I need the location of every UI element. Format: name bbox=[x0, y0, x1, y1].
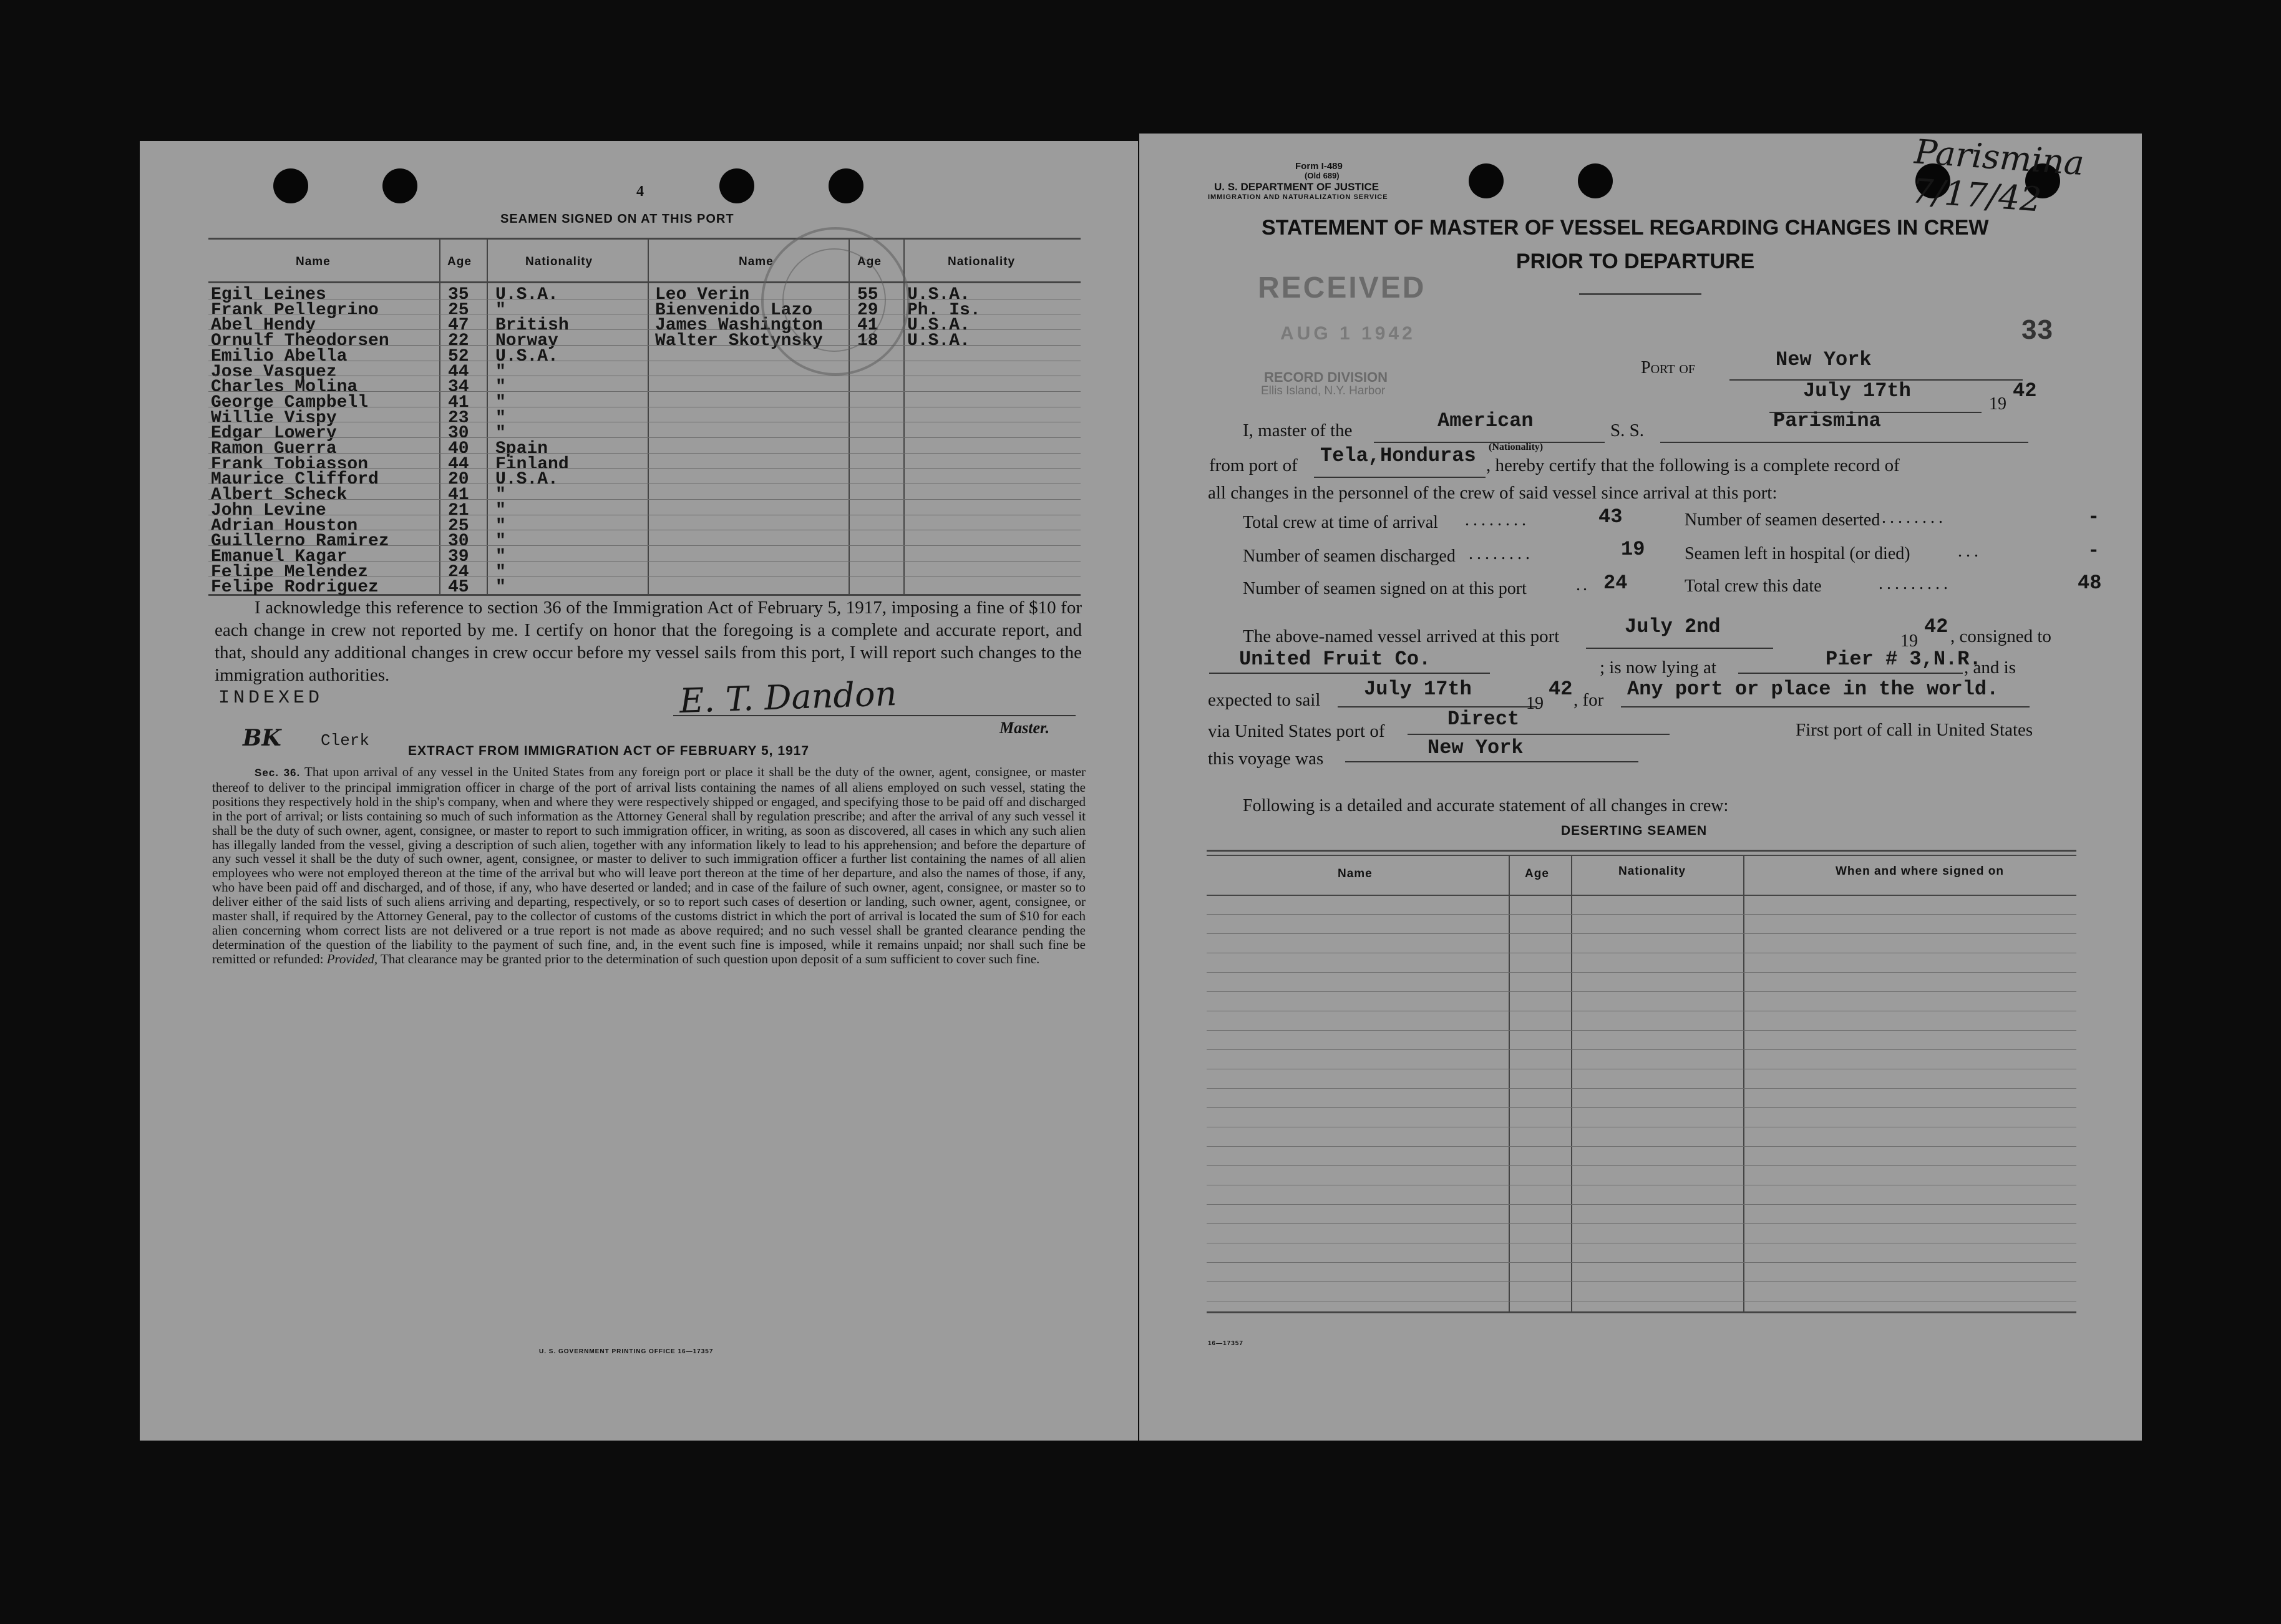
crew-age: 34 bbox=[448, 377, 469, 397]
master-label: Master. bbox=[999, 719, 1050, 737]
crew-nationality: " bbox=[495, 547, 506, 566]
row-rule bbox=[208, 499, 1081, 500]
port-value: New York bbox=[1776, 348, 1872, 371]
arrived-year: 42 bbox=[1924, 615, 1948, 638]
stat-deserted-label: Number of seamen deserted bbox=[1685, 510, 1880, 530]
crew-age: 40 bbox=[448, 439, 469, 459]
immigration-stamp bbox=[761, 227, 910, 376]
stat-total-arrival: 43 bbox=[1598, 505, 1623, 528]
crew-age: 20 bbox=[448, 470, 469, 490]
crew-name: Bienvenido Lazo bbox=[655, 300, 813, 320]
row-rule bbox=[208, 468, 1081, 469]
deserting-row bbox=[1207, 1146, 2076, 1147]
from-port-value: Tela,Honduras bbox=[1320, 444, 1476, 467]
crew-nationality: U.S.A. bbox=[495, 470, 558, 490]
form-title-line1: STATEMENT OF MASTER OF VESSEL REGARDING CHANGES IN CREW bbox=[1262, 216, 1989, 240]
master-of-label: I, master of the bbox=[1243, 421, 1353, 440]
service: IMMIGRATION AND NATURALIZATION SERVICE bbox=[1208, 193, 1388, 201]
crew-nationality: " bbox=[495, 424, 506, 444]
crew-age: 25 bbox=[448, 300, 469, 320]
deserting-row bbox=[1207, 1223, 2076, 1224]
crew-name: Ramon Guerra bbox=[211, 439, 337, 459]
crew-name: Egil Leines bbox=[211, 285, 326, 304]
crew-age: 23 bbox=[448, 408, 469, 428]
row-rule bbox=[208, 437, 1081, 438]
for-label: , for bbox=[1573, 690, 1604, 710]
crew-age: 30 bbox=[448, 532, 469, 552]
crew-name: Charles Molina bbox=[211, 377, 358, 397]
crew-nationality: U.S.A. bbox=[495, 285, 558, 304]
crew-name: Felipe Melendez bbox=[211, 562, 369, 582]
and-is-label: , and is bbox=[1964, 658, 2016, 678]
certify-text: , hereby certify that the following is a complete record of bbox=[1486, 455, 1900, 475]
deserting-row bbox=[1207, 933, 2076, 934]
crew-age: 47 bbox=[448, 316, 469, 336]
header-name: Name bbox=[296, 255, 331, 268]
stat-signed-on-label: Number of seamen signed on at this port bbox=[1243, 579, 1527, 598]
crew-age: 44 bbox=[448, 362, 469, 382]
crew-name: Willie Vispy bbox=[211, 408, 337, 428]
record-location: Ellis Island, N.Y. Harbor bbox=[1261, 384, 1386, 397]
consignee: United Fruit Co. bbox=[1239, 648, 1431, 671]
crew-age: 35 bbox=[448, 285, 469, 304]
first-port-label: First port of call in United States bbox=[1796, 720, 2033, 740]
vessel-name: Parismina bbox=[1773, 409, 1881, 432]
received-stamp: RECEIVED bbox=[1258, 271, 1426, 304]
crew-age: 41 bbox=[857, 316, 878, 336]
deserting-row bbox=[1207, 1107, 2076, 1108]
crew-nationality: " bbox=[495, 500, 506, 520]
deserting-header-nationality: Nationality bbox=[1618, 865, 1686, 878]
crew-name: Leo Verin bbox=[655, 285, 750, 304]
via-label: via United States port of bbox=[1208, 721, 1385, 741]
record-division: RECORD DIVISION bbox=[1264, 369, 1388, 385]
crew-age: 41 bbox=[448, 485, 469, 505]
date-value: July 17th bbox=[1803, 379, 1911, 402]
deserting-row bbox=[1207, 1165, 2076, 1166]
punch-hole bbox=[382, 168, 417, 203]
deserting-title: DESERTING SEAMEN bbox=[1561, 824, 1708, 838]
deserting-row bbox=[1207, 972, 2076, 973]
crew-name: Frank Tobiasson bbox=[211, 454, 369, 474]
form-title-line2: PRIOR TO DEPARTURE bbox=[1516, 250, 1755, 273]
header-nationality-2: Nationality bbox=[948, 255, 1016, 268]
section-title: SEAMEN SIGNED ON AT THIS PORT bbox=[500, 212, 734, 226]
deserting-header-name: Name bbox=[1338, 867, 1373, 880]
deserting-row bbox=[1207, 1262, 2076, 1263]
master-signature: E. T. Dandon bbox=[679, 673, 898, 721]
row-rule bbox=[208, 391, 1081, 392]
crew-name: Adrian Houston bbox=[211, 516, 358, 536]
crew-nationality: " bbox=[495, 377, 506, 397]
deserting-row bbox=[1207, 914, 2076, 915]
extract-text bbox=[212, 765, 1086, 966]
year-value: 42 bbox=[2013, 379, 2037, 402]
header-age-2: Age bbox=[857, 255, 882, 268]
header-name-2: Name bbox=[739, 255, 774, 268]
crew-name: Guillerno Ramirez bbox=[211, 532, 389, 552]
form-number: Form I-489 bbox=[1295, 161, 1343, 172]
crew-nationality: " bbox=[495, 485, 506, 505]
deserting-row bbox=[1207, 1030, 2076, 1031]
punch-hole bbox=[719, 168, 754, 203]
arrived-label: The above-named vessel arrived at this port bbox=[1243, 626, 1560, 646]
stat-deserted: - bbox=[2088, 505, 2100, 528]
port-label: Port of bbox=[1641, 358, 1695, 377]
sail-year-prefix: 19 bbox=[1526, 694, 1544, 713]
crew-nationality: " bbox=[495, 578, 506, 598]
deserting-header-when-where: When and where signed on bbox=[1836, 865, 2004, 878]
deserting-row bbox=[1207, 1281, 2076, 1282]
lying-label: ; is now lying at bbox=[1600, 658, 1716, 678]
crew-name: Abel Hendy bbox=[211, 316, 316, 336]
via-value: Direct bbox=[1447, 707, 1520, 731]
sail-date: July 17th bbox=[1364, 678, 1472, 701]
stat-discharged-label: Number of seamen discharged bbox=[1243, 547, 1456, 566]
crew-name: Maurice Clifford bbox=[211, 470, 379, 490]
crew-age: 25 bbox=[448, 516, 469, 536]
nationality-caption: (Nationality) bbox=[1489, 442, 1544, 452]
clerk-initials: BK bbox=[243, 725, 281, 751]
crew-nationality: " bbox=[495, 392, 506, 412]
sheet-number: 33 bbox=[2021, 314, 2053, 345]
crew-nationality: " bbox=[495, 362, 506, 382]
left-page bbox=[140, 141, 1138, 1441]
clerk-label: Clerk bbox=[321, 731, 370, 750]
indexed-stamp: INDEXED bbox=[218, 688, 324, 709]
crew-age: 44 bbox=[448, 454, 469, 474]
crew-name: John Levine bbox=[211, 500, 326, 520]
stat-discharged: 19 bbox=[1621, 538, 1645, 561]
crew-nationality: Ph. Is. bbox=[907, 300, 981, 320]
printing-office: U. S. GOVERNMENT PRINTING OFFICE 16—17357 bbox=[539, 1348, 714, 1355]
punch-hole bbox=[273, 168, 308, 203]
crew-name: Albert Scheck bbox=[211, 485, 348, 505]
voyage-value: New York bbox=[1427, 736, 1524, 759]
extract-provided: Provided, bbox=[326, 951, 378, 966]
crew-name: Felipe Rodriguez bbox=[211, 578, 379, 598]
crew-nationality: Norway bbox=[495, 331, 558, 351]
stat-hospital-label: Seamen left in hospital (or died) bbox=[1685, 544, 1910, 563]
deserting-row bbox=[1207, 1049, 2076, 1050]
ss-label: S. S. bbox=[1610, 421, 1645, 440]
row-rule bbox=[208, 545, 1081, 546]
crew-nationality: Finland bbox=[495, 454, 569, 474]
crew-name: Jose Vasquez bbox=[211, 362, 337, 382]
crew-name: Edgar Lowery bbox=[211, 424, 337, 444]
right-page: Form I-489 (Old 689) U. S. DEPARTMENT OF JUSTICE IMMIGRATION AND NATURALIZATION SERVICE STATEMENT OF MASTER OF VESSEL REGARDING CHANGES IN CREW PRIOR TO DEPARTURE Parismina 7/17/42 RECEIVED AUG 1 1942 RECORD DIVISION Ellis Island, N.Y. Harbor 33 Port of New York July 17th 19 42 I, master of the American S. S. Parismina (Nationality) from port of Tela,Honduras , hereby certify that the following is a complete record of all changes in the personnel of the crew of said vessel since arrival at this port: Total crew at time of arrival ........ 43 Number of seamen discharged ........ 19 Number of seamen signed on at this port .. 24 Number of seamen deserted ........ - Seamen left in hospital (or died) ... - Total crew this date ......... 48 The above-named vessel arrived at this port July 2nd 19 42 , consigned to United Fruit Co. ; is now lying at Pier # 3,N.R. , and is expected to sail July 17th 19 42 , for Any port or place in the world. via United States port of Direct First port of call in United States this voyage was New York Following is a detailed and accurate statement of all changes in crew: DESERTING SEAMEN Name Age Nationality When and where signed on 16—17357 bbox=[1139, 134, 2142, 1441]
extract-text-2: That clearance may be granted prior to the determination of such question upon deposit of a sum sufficient to cover such fine. bbox=[377, 951, 1040, 966]
crew-nationality: " bbox=[495, 562, 506, 582]
crew-age: 45 bbox=[448, 578, 469, 598]
expected-label: expected to sail bbox=[1208, 690, 1321, 710]
crew-age: 29 bbox=[857, 300, 878, 320]
crew-age: 24 bbox=[448, 562, 469, 582]
crew-nationality: U.S.A. bbox=[907, 285, 970, 304]
header-nationality: Nationality bbox=[525, 255, 593, 268]
following-text: Following is a detailed and accurate statement of all changes in crew: bbox=[1243, 796, 1729, 815]
crew-age: 39 bbox=[448, 547, 469, 566]
crew-nationality: British bbox=[495, 316, 569, 336]
handwritten-note: Parismina 7/17/42 bbox=[1910, 132, 2086, 220]
crew-age: 22 bbox=[448, 331, 469, 351]
page-number: 4 bbox=[636, 183, 644, 200]
stat-hospital: - bbox=[2088, 539, 2100, 562]
punch-hole bbox=[1469, 163, 1504, 198]
crew-nationality: Spain bbox=[495, 439, 548, 459]
voyage-label: this voyage was bbox=[1208, 749, 1324, 769]
crew-nationality: U.S.A. bbox=[907, 331, 970, 351]
extract-title: EXTRACT FROM IMMIGRATION ACT OF FEBRUARY 5, 1917 bbox=[408, 744, 810, 758]
received-date: AUG 1 1942 bbox=[1280, 323, 1416, 344]
crew-name: Emanuel Kagar bbox=[211, 547, 348, 566]
arrived-year-prefix: 19 bbox=[1900, 631, 1918, 651]
row-rule bbox=[208, 561, 1081, 562]
crew-name: Emilio Abella bbox=[211, 346, 348, 366]
crew-age: 41 bbox=[448, 392, 469, 412]
deserting-header-age: Age bbox=[1525, 867, 1549, 880]
stat-signed-on: 24 bbox=[1603, 571, 1628, 595]
printing-code: 16—17357 bbox=[1208, 1340, 1243, 1347]
deserting-row bbox=[1207, 1204, 2076, 1205]
crew-nationality: " bbox=[495, 516, 506, 536]
year-prefix: 19 bbox=[1989, 394, 2006, 414]
destination: Any port or place in the world. bbox=[1627, 678, 1999, 701]
deserting-row bbox=[1207, 1088, 2076, 1089]
punch-hole bbox=[1578, 163, 1613, 198]
row-rule bbox=[208, 453, 1081, 454]
consigned-label: , consigned to bbox=[1950, 626, 2051, 646]
extract-text-1: That upon arrival of any vessel in the United States from any foreign port or place it shall be the duty of the owner, agent, consignee, or master thereof to deliver to the principal immigration officer in charge of the port of arrival lists containing the names of all aliens employed on such vessel, stating the positions they respectively hold in the ship's company, when and where they were respectively shipped or engaged, and specifying those to be paid off and discharged in the port of arrival; or lists containing so much of such information as the Attorney General shall by regulation prescribe; and after the arrival of any such vessel it shall be the duty of such owner, agent, consignee, or master to report to such immigration officer, in writing, as soon as discovered, all cases in which any such alien has illegally landed from the vessel, giving a description of such alien, together with any information likely to lead to his apprehension; and before the departure of any such vessel it shall be the duty of such owner, agent, consignee, or master to deliver to such immigration officer a further list containing the names of all alien employees who were not employed thereon at the time of the arrival but who will leave port thereon at the time of her departure, and also the names of those, if any, who have been paid off and discharged, and of those, if any, who have deserted or landed; and in case of the failure of such owner, agent, consignee, or master so to deliver either of the said lists of such aliens arriving and departing, respectively, or so to report such cases of desertion or landing, such owner, agent, consignee, or master shall, if required by the Attorney General, pay to the collector of customs of the customs district in which the port of arrival is located the sum of $10 for each alien concerning whom correct lists are not delivered or a true report is not made as above required; and no such vessel shall be granted clearance pending the determination of the question of the liability to the payment of such fine, and, in the event such fine is imposed, while it remains unpaid; nor shall such fine be remitted or refunded: bbox=[212, 764, 1086, 966]
crew-age: 52 bbox=[448, 346, 469, 366]
crew-age: 30 bbox=[448, 424, 469, 444]
crew-age: 55 bbox=[857, 285, 878, 304]
crew-nationality: U.S.A. bbox=[907, 316, 970, 336]
crew-nationality: U.S.A. bbox=[495, 346, 558, 366]
department: U. S. DEPARTMENT OF JUSTICE bbox=[1214, 181, 1379, 193]
arrived-date: July 2nd bbox=[1625, 615, 1721, 638]
stat-total-date: 48 bbox=[2078, 571, 2102, 595]
crew-name: Frank Pellegrino bbox=[211, 300, 379, 320]
header-age: Age bbox=[447, 255, 472, 268]
crew-nationality: " bbox=[495, 532, 506, 552]
crew-name: James Washington bbox=[655, 316, 823, 336]
nationality-value: American bbox=[1437, 409, 1534, 432]
from-port-label: from port of bbox=[1209, 455, 1298, 475]
crew-age: 18 bbox=[857, 331, 878, 351]
crew-age: 21 bbox=[448, 500, 469, 520]
crew-name: Walter Skotynsky bbox=[655, 331, 823, 351]
form-old: (Old 689) bbox=[1305, 171, 1340, 180]
acknowledgement-text: I acknowledge this reference to section 36 of the Immigration Act of February 5, 1917, imposing a fine of $10 for each change in crew not reported by me. I certify on honor that the foregoing is a complete and accurate report, and that, should any additional changes in crew occur before my vessel sails from this port, I will report such changes to the immigration authorities. bbox=[215, 598, 1082, 685]
stat-total-arrival-label: Total crew at time of arrival bbox=[1243, 513, 1438, 532]
punch-hole bbox=[829, 168, 863, 203]
lying-at: Pier # 3,N.R. bbox=[1826, 648, 1982, 671]
deserting-row bbox=[1207, 991, 2076, 992]
stat-total-date-label: Total crew this date bbox=[1685, 576, 1822, 596]
sail-year: 42 bbox=[1549, 678, 1573, 701]
all-changes-text: all changes in the personnel of the crew of said vessel since arrival at this port: bbox=[1208, 483, 1778, 503]
crew-nationality: " bbox=[495, 408, 506, 428]
crew-name: Ornulf Theodorsen bbox=[211, 331, 389, 351]
crew-nationality: " bbox=[495, 300, 506, 320]
crew-name: George Campbell bbox=[211, 392, 369, 412]
sec-label: Sec. 36. bbox=[255, 767, 301, 779]
